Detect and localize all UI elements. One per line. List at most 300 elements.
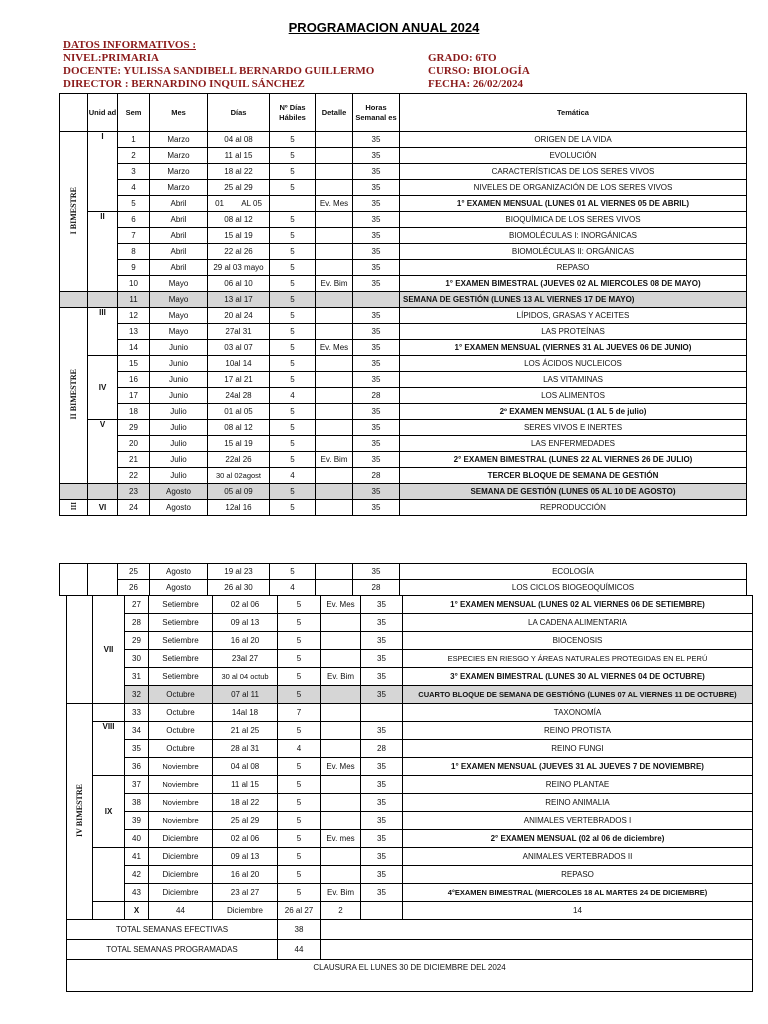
table-row [60, 340, 747, 356]
detalle-cell [321, 866, 361, 884]
table-row [67, 650, 753, 668]
horas-cell: 28 [353, 468, 400, 484]
mes-cell: Junio [150, 356, 208, 372]
detalle-cell [316, 564, 353, 580]
sem-cell: 14 [118, 340, 150, 356]
mes-cell: Diciembre [149, 866, 213, 884]
detalle-cell [361, 902, 403, 920]
tematica-cell: 2° EXAMEN BIMESTRAL (LUNES 22 AL VIERNES 26 DE JULIO) [400, 452, 747, 468]
mes-cell: Marzo [150, 132, 208, 148]
horas-cell: 35 [353, 436, 400, 452]
habiles-cell: 5 [278, 848, 321, 866]
sem-cell: 32 [125, 686, 149, 704]
tematica-cell: BIOMOLÉCULAS II: ORGÁNICAS [400, 244, 747, 260]
tematica-cell: 1° EXAMEN MENSUAL (VIERNES 31 AL JUEVES 06 DE JUNIO) [400, 340, 747, 356]
dias-cell: 05 al 09 [208, 484, 270, 500]
bimestre-label: II BIMESTRE [69, 369, 78, 420]
habiles-cell: 5 [270, 452, 316, 468]
dias-cell: 06 al 10 [208, 276, 270, 292]
mes-cell: Abril [150, 196, 208, 212]
horas-cell: 35 [353, 420, 400, 436]
habiles-cell: 5 [278, 722, 321, 740]
totals-row-efectivas [67, 920, 753, 940]
sem-cell: 16 [118, 372, 150, 388]
table-row [67, 704, 753, 722]
habiles-cell: 5 [270, 164, 316, 180]
mes-cell: Abril [150, 228, 208, 244]
dias-cell: 25 al 29 [208, 180, 270, 196]
sem-cell: 26 [118, 580, 150, 596]
habiles-cell: 4 [270, 388, 316, 404]
detalle-cell [316, 180, 353, 196]
table-row [60, 180, 747, 196]
table-row [67, 596, 753, 614]
dias-cell: 07 al 11 [213, 686, 278, 704]
table-row [67, 830, 753, 848]
dias-cell: 12al 16 [208, 500, 270, 516]
unit-cell [93, 848, 125, 902]
sem-cell: 4 [118, 180, 150, 196]
horas-cell: 35 [353, 356, 400, 372]
mes-cell: Julio [150, 452, 208, 468]
dias-cell: 22 al 26 [208, 244, 270, 260]
tematica-cell: SEMANA DE GESTIÓN (LUNES 05 AL 10 DE AGOSTO) [400, 484, 747, 500]
horas-cell: 35 [361, 650, 403, 668]
detalle-cell [321, 794, 361, 812]
detalle-cell: Ev. Bim [316, 452, 353, 468]
sem-cell: 12 [118, 308, 150, 324]
table-row [60, 388, 747, 404]
table-row [67, 668, 753, 686]
detalle-cell [316, 132, 353, 148]
habiles-cell: 5 [270, 356, 316, 372]
table-row [60, 436, 747, 452]
mes-cell: Marzo [150, 180, 208, 196]
tematica-cell: REINO PLANTAE [403, 776, 753, 794]
mes-cell: Agosto [150, 564, 208, 580]
table-row [67, 884, 753, 902]
dias-cell: 03 al 07 [208, 340, 270, 356]
table-row [60, 212, 747, 228]
detalle-cell [316, 436, 353, 452]
horas-cell: 35 [353, 164, 400, 180]
bimestre-label-cell [60, 564, 88, 596]
mes-cell: Abril [150, 244, 208, 260]
detalle-cell [321, 776, 361, 794]
habiles-cell: 5 [270, 260, 316, 276]
mes-cell: Marzo [150, 164, 208, 180]
unit-label: I [88, 132, 118, 212]
tematica-cell: REPASO [400, 260, 747, 276]
mes-cell: Mayo [150, 324, 208, 340]
clausura-text: CLAUSURA EL LUNES 30 DE DICIEMBRE DEL 2024 [67, 960, 753, 992]
horas-cell: 35 [353, 228, 400, 244]
horas-cell: 35 [361, 668, 403, 686]
horas-cell: 35 [361, 686, 403, 704]
tematica-cell: LOS ALIMENTOS [400, 388, 747, 404]
habiles-cell: 5 [278, 686, 321, 704]
horas-cell: 28 [361, 740, 403, 758]
table-row [60, 468, 747, 484]
habiles-cell: 5 [270, 244, 316, 260]
info-heading: DATOS INFORMATIVOS : [63, 39, 197, 51]
table-row [60, 484, 747, 500]
detalle-cell: Ev. mes [321, 830, 361, 848]
bimestre-label: I BIMESTRE [69, 186, 78, 235]
mes-cell: Diciembre [149, 884, 213, 902]
horas-cell: 35 [361, 614, 403, 632]
detalle-cell [321, 722, 361, 740]
dias-cell: 04 al 08 [208, 132, 270, 148]
horas-cell: 35 [353, 484, 400, 500]
table-row [60, 244, 747, 260]
table-row [60, 500, 747, 516]
horas-cell [353, 292, 400, 308]
sem-cell: 15 [118, 356, 150, 372]
habiles-cell: 5 [278, 794, 321, 812]
dias-cell: 15 al 19 [208, 436, 270, 452]
tematica-cell: BIOCENOSIS [403, 632, 753, 650]
tematica-cell: 4°EXAMEN BIMESTRAL (MIERCOLES 18 AL MARTES 24 DE DICIEMBRE) [403, 884, 753, 902]
sem-cell: 27 [125, 596, 149, 614]
horas-cell: 35 [353, 340, 400, 356]
tematica-cell: BIOMOLÉCULAS I: INORGÁNICAS [400, 228, 747, 244]
table-row [60, 276, 747, 292]
detalle-cell [316, 308, 353, 324]
info-docente: DOCENTE: YULISSA SANDIBELL BERNARDO GUILLERMO [63, 65, 375, 77]
mes-cell: Noviembre [149, 812, 213, 830]
detalle-cell [321, 686, 361, 704]
sem-cell: 13 [118, 324, 150, 340]
habiles-cell: 5 [278, 776, 321, 794]
mes-cell: Junio [150, 372, 208, 388]
tematica-cell: ESPECIES EN RIESGO Y ÁREAS NATURALES PROTEGIDAS EN EL PERÚ [403, 650, 753, 668]
schedule-table-page-1 [59, 93, 747, 516]
sem-cell: 33 [125, 704, 149, 722]
tematica-cell: 2° EXAMEN MENSUAL (02 al 06 de diciembre) [403, 830, 753, 848]
horas-cell: 14 [403, 902, 753, 920]
tematica-cell: ECOLOGÍA [400, 564, 747, 580]
dias-cell: 15 al 19 [208, 228, 270, 244]
unit-cell [88, 292, 118, 308]
dias-cell: 21 al 25 [213, 722, 278, 740]
detalle-cell [316, 148, 353, 164]
bimestre-label: III [69, 502, 78, 511]
bimestre-label-cell [67, 704, 93, 920]
habiles-cell: 5 [270, 276, 316, 292]
tematica-cell: REINO PROTISTA [403, 722, 753, 740]
sem-cell: 2 [118, 148, 150, 164]
tematica-cell: LOS ÁCIDOS NUCLEICOS [400, 356, 747, 372]
dias-cell: 01 al 05 [208, 404, 270, 420]
sem-cell: 21 [118, 452, 150, 468]
tematica-cell: 3° EXAMEN BIMESTRAL (LUNES 30 AL VIERNES 04 DE OCTUBRE) [403, 668, 753, 686]
tematica-cell: REPASO [403, 866, 753, 884]
horas-cell [361, 704, 403, 722]
horas-cell: 28 [353, 580, 400, 596]
mes-cell: Octubre [149, 722, 213, 740]
habiles-cell: 5 [278, 830, 321, 848]
table-row [60, 324, 747, 340]
horas-cell: 35 [353, 196, 400, 212]
sem-cell: 41 [125, 848, 149, 866]
detalle-cell: Ev. Mes [321, 596, 361, 614]
total-programadas-value: 44 [278, 940, 321, 960]
unit-label: X [125, 902, 149, 920]
schedule-table-page-2-top [59, 563, 747, 596]
horas-cell: 35 [353, 500, 400, 516]
tematica-cell: NIVELES DE ORGANIZACIÓN DE LOS SERES VIVOS [400, 180, 747, 196]
bimestre-label-cell [60, 132, 88, 292]
detalle-cell [316, 468, 353, 484]
sem-cell: 40 [125, 830, 149, 848]
tematica-cell: BIOQUÍMICA DE LOS SERES VIVOS [400, 212, 747, 228]
habiles-cell: 5 [270, 340, 316, 356]
info-grado: GRADO: 6TO [428, 52, 497, 64]
table-row [60, 260, 747, 276]
clausura-row [67, 960, 753, 992]
horas-cell: 35 [353, 244, 400, 260]
detalle-cell [316, 164, 353, 180]
table-header-row [60, 94, 747, 132]
table-row [60, 580, 747, 596]
horas-cell: 35 [353, 260, 400, 276]
horas-cell: 35 [361, 848, 403, 866]
detalle-cell: Ev. Bim [321, 884, 361, 902]
table-row [67, 794, 753, 812]
dias-cell: 04 al 08 [213, 758, 278, 776]
detalle-cell [316, 244, 353, 260]
dias-cell: 09 al 13 [213, 848, 278, 866]
tematica-cell: EVOLUCIÓN [400, 148, 747, 164]
table-row [67, 614, 753, 632]
dias-cell: 26 al 30 [208, 580, 270, 596]
dias-cell: 16 al 20 [213, 866, 278, 884]
total-programadas-label: TOTAL SEMANAS PROGRAMADAS [67, 940, 278, 960]
tematica-cell: LAS VITAMINAS [400, 372, 747, 388]
habiles-cell: 5 [278, 596, 321, 614]
detalle-cell: Ev. Mes [316, 340, 353, 356]
habiles-cell: 5 [270, 484, 316, 500]
mes-cell: Agosto [150, 580, 208, 596]
tematica-cell: REINO ANIMALIA [403, 794, 753, 812]
habiles-cell: 5 [270, 292, 316, 308]
column-header-dias: Días [208, 94, 270, 132]
habiles-cell: 5 [270, 132, 316, 148]
bimestre-label-cell [60, 308, 88, 484]
detalle-cell [321, 704, 361, 722]
mes-cell: Diciembre [149, 830, 213, 848]
habiles-cell [270, 196, 316, 212]
habiles-cell: 5 [278, 614, 321, 632]
unit-label: VII [93, 596, 125, 704]
total-programadas-blank [321, 940, 753, 960]
detalle-cell [321, 650, 361, 668]
horas-cell: 35 [361, 758, 403, 776]
tematica-cell: 1° EXAMEN MENSUAL (LUNES 02 AL VIERNES 06 DE SETIEMBRE) [403, 596, 753, 614]
habiles-cell: 7 [278, 704, 321, 722]
horas-cell: 35 [353, 276, 400, 292]
detalle-cell [316, 388, 353, 404]
sem-cell: 37 [125, 776, 149, 794]
info-director: DIRECTOR : BERNARDINO INQUIL SÁNCHEZ [63, 78, 305, 90]
table-row [60, 372, 747, 388]
detalle-cell: Ev. Mes [321, 758, 361, 776]
dias-cell: 10al 14 [208, 356, 270, 372]
dias-cell: 17 al 21 [208, 372, 270, 388]
detalle-cell: Ev. Bim [316, 276, 353, 292]
sem-cell: 24 [118, 500, 150, 516]
table-row [60, 308, 747, 324]
column-header-unidad: Unid ad [88, 94, 118, 132]
mes-cell: Octubre [149, 704, 213, 722]
habiles-cell: 5 [278, 632, 321, 650]
habiles-cell: 2 [321, 902, 361, 920]
dias-cell: 02 al 06 [213, 596, 278, 614]
unit-cell [93, 704, 125, 722]
tematica-cell: LA CADENA ALIMENTARIA [403, 614, 753, 632]
mes-cell: Diciembre [149, 848, 213, 866]
tematica-cell: 2º EXAMEN MENSUAL (1 AL 5 de julio) [400, 404, 747, 420]
unit-label: II [88, 212, 118, 292]
tematica-cell: TAXONOMÍA [403, 704, 753, 722]
mes-cell: Junio [150, 388, 208, 404]
bimestre-label-cell [93, 902, 125, 920]
table-row [60, 452, 747, 468]
sem-cell: 38 [125, 794, 149, 812]
tematica-cell: 1° EXAMEN MENSUAL (JUEVES 31 AL JUEVES 7 DE NOVIEMBRE) [403, 758, 753, 776]
sem-cell: 17 [118, 388, 150, 404]
table-row [67, 902, 753, 920]
detalle-cell [316, 580, 353, 596]
detalle-cell [321, 632, 361, 650]
sem-cell: 6 [118, 212, 150, 228]
sem-cell: 11 [118, 292, 150, 308]
sem-cell: 31 [125, 668, 149, 686]
horas-cell: 35 [361, 884, 403, 902]
mes-cell: Noviembre [149, 794, 213, 812]
habiles-cell: 5 [278, 650, 321, 668]
detalle-cell [321, 848, 361, 866]
bimestre-label-cell [60, 500, 88, 516]
tematica-cell: CARACTERÍSTICAS DE LOS SERES VIVOS [400, 164, 747, 180]
table-row [67, 848, 753, 866]
dias-cell: 08 al 12 [208, 212, 270, 228]
dias-cell: 24al 28 [208, 388, 270, 404]
detalle-cell [316, 292, 353, 308]
habiles-cell: 4 [278, 740, 321, 758]
dias-cell: 26 al 27 [278, 902, 321, 920]
unit-cell [88, 564, 118, 596]
mes-cell: Agosto [150, 500, 208, 516]
sem-cell: 20 [118, 436, 150, 452]
sem-cell: 5 [118, 196, 150, 212]
detalle-cell [316, 484, 353, 500]
document-title: PROGRAMACION ANUAL 2024 [288, 20, 480, 35]
dias-cell: 16 al 20 [213, 632, 278, 650]
table-row [60, 148, 747, 164]
horas-cell: 35 [353, 148, 400, 164]
dias-cell: 27al 31 [208, 324, 270, 340]
horas-cell: 35 [353, 452, 400, 468]
dias-cell: 13 al 17 [208, 292, 270, 308]
horas-cell: 35 [361, 812, 403, 830]
detalle-cell: Ev. Mes [316, 196, 353, 212]
dias-cell: 08 al 12 [208, 420, 270, 436]
sem-cell: 25 [118, 564, 150, 580]
mes-cell: Julio [150, 420, 208, 436]
mes-cell: Julio [150, 436, 208, 452]
column-header-dias-habiles: Nº Días Hábiles [270, 94, 316, 132]
dias-cell: 11 al 15 [213, 776, 278, 794]
horas-cell: 35 [353, 212, 400, 228]
unit-label: IV [88, 356, 118, 420]
mes-cell: Octubre [149, 686, 213, 704]
bimestre-header [60, 94, 88, 132]
habiles-cell: 5 [270, 308, 316, 324]
tematica-cell: ORIGEN DE LA VIDA [400, 132, 747, 148]
info-curso: CURSO: BIOLOGÍA [428, 65, 530, 77]
table-row [60, 404, 747, 420]
detalle-cell [316, 500, 353, 516]
mes-cell: Diciembre [213, 902, 278, 920]
horas-cell: 35 [353, 564, 400, 580]
detalle-cell [316, 324, 353, 340]
dias-cell: 20 al 24 [208, 308, 270, 324]
habiles-cell: 5 [278, 812, 321, 830]
detalle-cell [316, 212, 353, 228]
detalle-cell [316, 372, 353, 388]
dias-cell: 19 al 23 [208, 564, 270, 580]
horas-cell: 35 [361, 776, 403, 794]
habiles-cell: 5 [278, 758, 321, 776]
horas-cell: 35 [361, 632, 403, 650]
dias-cell: 30 al 04 octub [213, 668, 278, 686]
column-header-detalle: Detalle [316, 94, 353, 132]
habiles-cell: 5 [270, 420, 316, 436]
tematica-cell: SEMANA DE GESTIÓN (LUNES 13 AL VIERNES 17 DE MAYO) [400, 292, 747, 308]
dias-cell: 18 al 22 [208, 164, 270, 180]
sem-cell: 30 [125, 650, 149, 668]
table-row [67, 740, 753, 758]
sem-cell: 28 [125, 614, 149, 632]
detalle-cell: Ev. Bim [321, 668, 361, 686]
table-row [67, 632, 753, 650]
sem-cell: 10 [118, 276, 150, 292]
total-efectivas-value: 38 [278, 920, 321, 940]
tematica-cell: REINO FUNGI [403, 740, 753, 758]
tematica-cell: SERES VIVOS E INERTES [400, 420, 747, 436]
sem-cell: 39 [125, 812, 149, 830]
mes-cell: Setiembre [149, 614, 213, 632]
table-row [67, 758, 753, 776]
dias-cell: 22al 26 [208, 452, 270, 468]
habiles-cell: 5 [270, 148, 316, 164]
horas-cell: 35 [353, 324, 400, 340]
table-row [67, 686, 753, 704]
dias-cell: 14al 18 [213, 704, 278, 722]
mes-cell: Agosto [150, 484, 208, 500]
table-row [60, 164, 747, 180]
habiles-cell: 5 [270, 228, 316, 244]
mes-cell: Setiembre [149, 650, 213, 668]
totals-row-programadas [67, 940, 753, 960]
mes-cell: Junio [150, 340, 208, 356]
tematica-cell: TERCER BLOQUE DE SEMANA DE GESTIÓN [400, 468, 747, 484]
sem-cell: 3 [118, 164, 150, 180]
sem-cell: 8 [118, 244, 150, 260]
bimestre-label-cell [60, 292, 88, 308]
